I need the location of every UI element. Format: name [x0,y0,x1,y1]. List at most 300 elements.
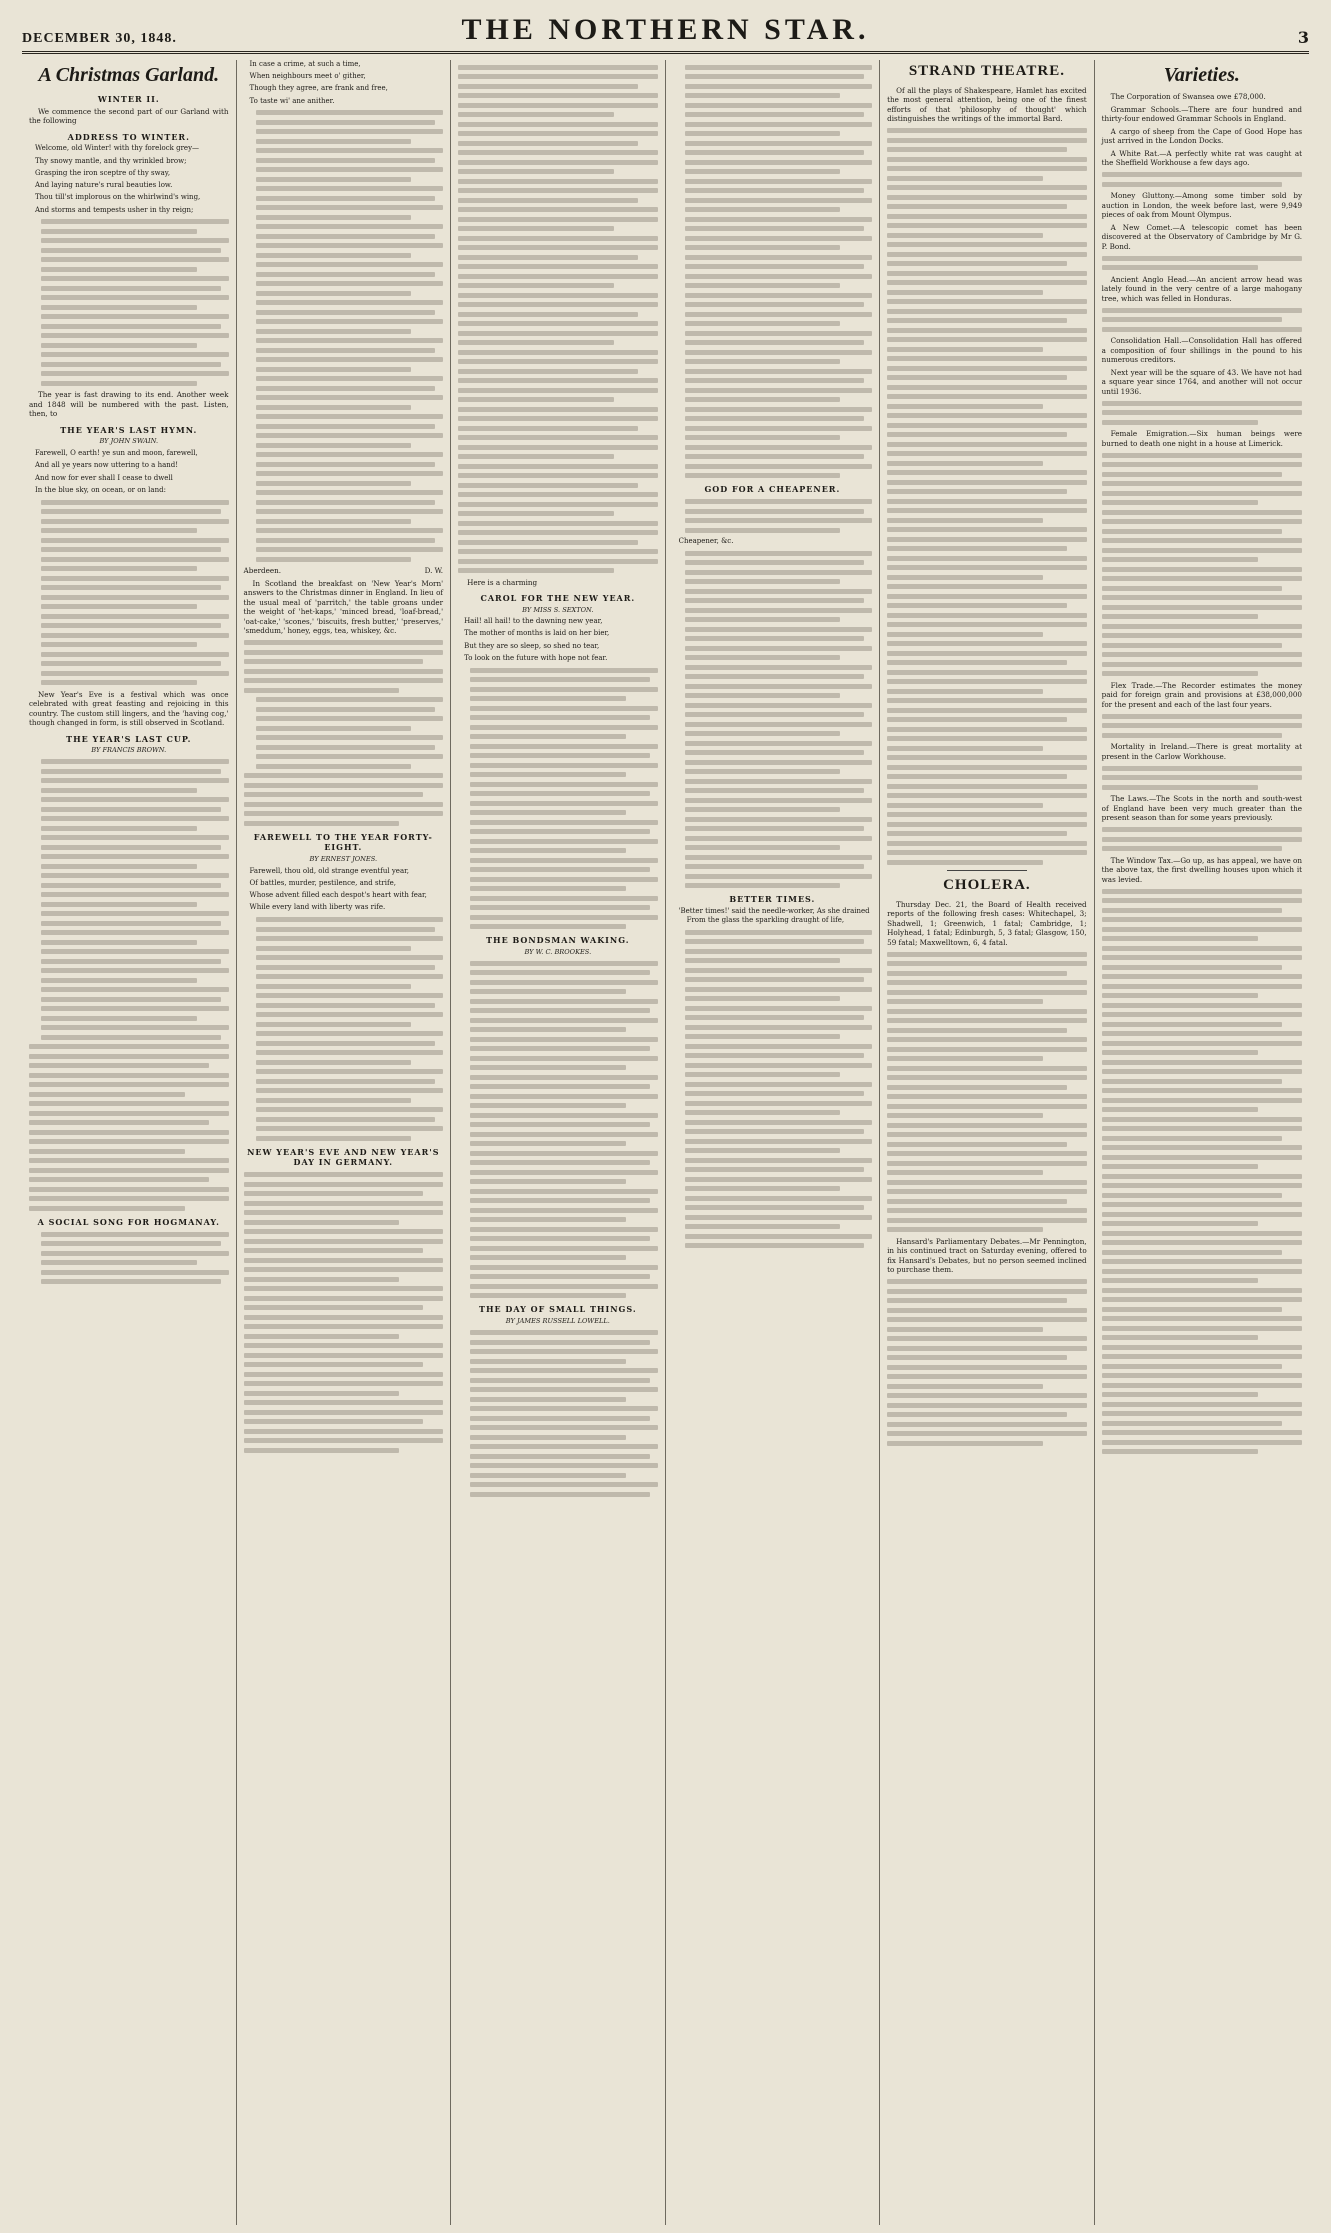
text-line [41,585,221,590]
text-line [685,1167,865,1172]
text-line [1102,1022,1282,1027]
text-line [685,1063,873,1068]
text-line [1102,946,1302,951]
variety-item: A White Rat.—A perfectly white rat was caught at the Sheffield Workhouse a few days ago. [1101,148,1303,168]
text-line [887,489,1067,494]
text-line [887,698,1087,703]
text-line [256,490,444,495]
text-line [41,671,229,676]
text-line [470,1435,626,1440]
text-line [887,527,1087,532]
text-line [887,641,1087,646]
text-line [685,169,841,174]
poem-title-hogmanay: A SOCIAL SONG FOR HOGMANAY. [37,1216,220,1227]
text-line [685,84,873,89]
text-line [458,549,658,554]
text-line [685,684,873,689]
text-line [244,1220,400,1225]
text-line [685,283,841,288]
text-line [256,1088,444,1093]
variety-item: Next year will be the square of 43. We have not had a square year since 1764, and another will not occur until 1936. [1101,367,1303,396]
text-line [1102,1278,1258,1283]
text-line [41,1260,197,1265]
text-line [1102,1288,1302,1293]
text-line [41,238,229,243]
text-line [685,579,841,584]
text-line [887,1018,1087,1023]
text-line [1102,1231,1302,1236]
text-line [470,1236,650,1241]
text-line [244,1201,444,1206]
text-line [470,1084,650,1089]
poem-line: Welcome, old Winter! with thy forelock grey— [35,144,200,153]
text-line [685,198,873,203]
text-line [41,1251,229,1256]
text-line [470,687,658,692]
text-line [41,759,229,764]
text-line [458,302,658,307]
text-line [470,1387,658,1392]
text-line [470,1217,626,1222]
text-line [256,547,444,552]
text-line [887,841,1087,846]
text-line [887,1189,1087,1194]
text-line [470,1293,626,1298]
article-title-germany: NEW YEAR'S EVE AND NEW YEAR'S DAY IN GERMANY. [247,1146,440,1168]
text-line [887,670,1087,675]
text-line [244,773,444,778]
text-line [41,276,229,281]
text-line [685,388,873,393]
text-line [685,1110,841,1115]
text-line [887,1218,1087,1223]
text-line [470,1122,650,1127]
poem-title-cheapener: GOD FOR A CHEAPENER. [704,484,841,494]
text-line [685,1234,873,1239]
text-line [887,214,1087,219]
text-line [1102,643,1282,648]
text-line [41,219,229,224]
text-line [1102,917,1302,922]
text-line [887,480,1087,485]
text-line [458,502,658,507]
text-line [1102,827,1302,832]
text-line [1102,927,1302,932]
text-line [458,559,658,564]
text-line [41,257,229,262]
text-line [41,519,229,524]
text-line [470,839,658,844]
text-line [685,207,841,212]
text-line [887,1113,1043,1118]
text-line [887,860,1043,865]
text-line [470,1246,658,1251]
text-line [685,788,865,793]
text-line [887,660,1067,665]
poem-line: Grasping the iron sceptre of thy sway, [35,168,171,177]
text-line [256,1031,444,1036]
text-line [244,678,444,683]
text-line [41,371,229,376]
text-line [887,603,1067,608]
text-line [256,443,412,448]
text-line [1102,1088,1302,1093]
text-line [685,1006,873,1011]
text-line [244,1419,424,1424]
text-line [458,217,658,222]
text-line [470,961,658,966]
text-line [1102,614,1258,619]
text-line [685,1186,841,1191]
poem-title-small-things: THE DAY OF SMALL THINGS. [479,1304,637,1315]
charming-intro: Here is a charming [467,577,538,587]
text-line [887,518,1043,523]
text-line [41,788,197,793]
strand-text: Of all the plays of Shakespeare, Hamlet has excited the most general attention, being one of the finest efforts of that 'philosophy of thought' which distinguishes the writings of the immortal Bard. [887,85,1087,124]
text-line [887,404,1043,409]
text-line [256,462,436,467]
text-line [887,1374,1087,1379]
text-line [685,160,873,165]
text-line [244,1372,444,1377]
text-line [458,530,658,535]
text-line [458,188,658,193]
text-line [685,646,873,651]
text-line [470,1075,658,1080]
text-line [685,245,841,250]
text-line [887,1180,1087,1185]
text-line [458,112,614,117]
intro-label: WINTER II. [97,94,160,105]
text-line [1102,1060,1302,1065]
text-line [685,874,873,879]
text-line [887,470,1087,475]
text-line [41,854,229,859]
text-line [685,359,841,364]
text-line [887,461,1043,466]
text-line [685,731,841,736]
variety-item: A New Comet.—A telescopic comet has been discovered at the Observatory of Cambridge by Mr G. P. Bond. [1101,222,1303,251]
text-line [470,706,658,711]
text-line [887,280,1087,285]
text-line [887,499,1087,504]
text-line [458,350,658,355]
text-line [887,423,1087,428]
text-line [1102,519,1302,524]
text-line [887,594,1087,599]
text-line [1102,974,1302,979]
text-line [1102,1041,1302,1046]
text-line [29,1054,229,1059]
text-line [244,1324,444,1329]
poem-line: The mother of months is laid on her bier, [464,629,610,638]
text-line [470,1463,658,1468]
text-line [244,640,444,645]
text-line [685,426,873,431]
text-line [1102,420,1258,425]
text-line [887,242,1087,247]
text-line [244,1334,400,1339]
text-line [256,243,444,248]
text-line [458,416,658,421]
text-line [1102,557,1258,562]
text-line [256,215,412,220]
text-line [1102,1145,1302,1150]
text-line [887,1085,1067,1090]
text-line [685,518,873,523]
text-line [887,1075,1087,1080]
text-line [1102,1079,1282,1084]
text-line [458,169,614,174]
text-line [458,65,658,70]
text-line [1102,1155,1302,1160]
text-line [458,445,658,450]
poem-line: And now for ever shall I cease to dwell [35,473,173,482]
text-line [256,557,412,562]
text-line [1102,1126,1302,1131]
section-title-strand-theatre: STRAND THEATRE. [908,63,1065,79]
text-line [458,369,638,374]
text-line [685,598,865,603]
column-1 [22,60,237,2225]
text-line [458,483,638,488]
text-line [685,1120,873,1125]
text-line [256,1098,412,1103]
text-line [1102,1050,1258,1055]
text-line [1102,1345,1302,1350]
text-line [887,765,1087,770]
text-line [41,633,229,638]
text-line [41,797,229,802]
text-line [887,1355,1067,1360]
text-line [244,1448,400,1453]
poem-line: Farewell, thou old, old strange eventful year, [249,866,409,875]
text-line [685,255,873,260]
text-line [1102,984,1302,989]
poem-byline: BY W. C. BROOKES. [524,947,592,956]
text-line [470,1397,626,1402]
text-line [1102,662,1302,667]
text-line [685,226,865,231]
text-line [41,248,221,253]
text-line [470,1492,650,1497]
text-line [685,1205,865,1210]
text-line [256,310,436,315]
text-line [458,568,614,573]
text-line [256,936,444,941]
text-line [256,974,444,979]
text-line [256,148,444,153]
text-line [1102,1164,1258,1169]
text-line [685,264,865,269]
text-line [458,245,658,250]
text-line [685,627,873,632]
text-line [256,414,444,419]
text-line [458,122,658,127]
text-line [887,128,1087,133]
refrain: Cheapener, &c. [678,537,734,546]
text-line [685,93,841,98]
text-line [41,911,229,916]
text-line [41,873,229,878]
variety-item: The Laws.—The Scots in the north and south-west of England have been very much greater than the present season than for some years previously. [1101,794,1303,823]
text-line [1102,327,1302,332]
text-line [685,1196,873,1201]
scotland-text: In Scotland the breakfast on 'New Year's Morn' answers to the Christmas dinner in England. In lieu of the usual meal of 'parritch,' the table groans under the weight of 'het-kaps,' 'minced bread, 'loaf-bread,' 'oat-cake,' 'scones,' 'biscuits, fresh butter,' 'preserves,' 'smeddum,' honey, eggs, tea, whiskey, &c. [243,578,444,636]
text-line [41,604,197,609]
text-line [256,735,444,740]
text-line [685,1243,865,1248]
text-line [887,1403,1087,1408]
text-line [256,927,436,932]
text-line [685,1044,873,1049]
text-line [685,312,873,317]
text-line [685,608,873,613]
text-line [887,774,1067,779]
variety-item: Grammar Schools.—There are four hundred and thirty-four endowed Grammar Schools in England. [1101,104,1303,124]
text-line [887,546,1067,551]
variety-item: Female Emigration.—Six human beings were burned to death one night in a house at Limerick. [1101,429,1303,448]
poem-line: In the blue sky, on ocean, or on land: [35,485,166,494]
text-line [470,848,626,853]
text-line [685,112,865,117]
text-line [887,1199,1067,1204]
text-line [256,1126,444,1131]
text-line [1102,1212,1302,1217]
text-line [470,1416,650,1421]
text-line [41,835,229,840]
text-line [685,293,873,298]
text-line [1102,846,1282,851]
text-line [458,435,658,440]
text-line [256,234,436,239]
text-line [458,160,658,165]
text-line [1102,1250,1282,1255]
text-line [256,281,444,286]
text-line [244,792,424,797]
text-line [1102,766,1302,771]
text-line [458,426,638,431]
text-line [1102,1316,1302,1321]
text-line [256,726,412,731]
text-line [685,560,865,565]
text-line [887,271,1087,276]
text-line [685,570,873,575]
text-line [41,1035,221,1040]
text-line [685,499,873,504]
text-line [1102,1307,1282,1312]
better-times-quote: 'Better times!' said the needle-worker, As she drained From the glass the sparkling draught of life, [678,906,870,925]
text-line [887,746,1043,751]
text-line [1102,965,1282,970]
text-line [685,712,865,717]
text-line [1102,1411,1302,1416]
text-line [887,736,1087,741]
text-line [470,1454,650,1459]
variety-item: The Window Tax.—Go up, as has appeal, we have on the above tax, the first dwelling houses upon which it was levied. [1101,855,1303,884]
text-line [458,397,614,402]
text-line [256,1012,444,1017]
text-line [41,538,229,543]
text-line [685,836,873,841]
text-line [256,177,412,182]
text-line [29,1187,229,1192]
poem-title-address-to-winter: ADDRESS TO WINTER. [67,131,190,142]
text-line [458,331,658,336]
text-line [458,340,614,345]
text-line [685,1091,865,1096]
poem-line: In case a crime, at such a time, [249,60,361,68]
text-line [458,321,658,326]
text-line [458,312,638,317]
text-line [685,760,873,765]
text-line [29,1206,185,1211]
text-line [470,896,658,901]
text-line [244,1286,444,1291]
text-line [41,652,229,657]
text-line [887,1170,1043,1175]
text-line [41,623,221,628]
text-line [256,1060,412,1065]
text-line [685,987,873,992]
column-6 [1095,60,1309,2225]
text-line [256,120,436,125]
text-line [41,661,221,666]
poem-line: And storms and tempests usher in thy reign; [35,205,194,214]
text-line [685,103,873,108]
text-line [1102,1440,1302,1445]
columns [22,60,1309,2225]
text-line [887,508,1087,513]
text-line [41,864,197,869]
poem-line: Thy snowy mantle, and thy wrinkled brow; [35,156,187,165]
text-line [256,405,412,410]
text-line [887,1047,1087,1052]
text-line [470,1046,650,1051]
text-line [41,959,221,964]
text-line [685,141,873,146]
text-line [887,413,1087,418]
text-line [685,331,873,336]
variety-item: A cargo of sheep from the Cape of Good Hope has just arrived in the London Docks. [1101,126,1303,146]
text-line [470,1473,626,1478]
text-line [41,968,229,973]
text-line [256,205,444,210]
text-line [685,750,865,755]
text-line [685,74,865,79]
text-line [1102,1373,1302,1378]
text-line [685,977,865,982]
text-line [256,1136,412,1141]
text-line [256,300,444,305]
text-line [244,1239,444,1244]
text-line [256,716,444,721]
text-line [887,822,1087,827]
text-line [887,793,1087,798]
text-line [685,826,865,831]
text-line [685,958,841,963]
text-line [1102,1269,1302,1274]
text-line [244,1210,444,1215]
text-line [887,1132,1087,1137]
text-line [244,688,400,693]
text-line [41,557,229,562]
text-line [1102,462,1302,467]
text-line [887,1289,1087,1294]
text-line [256,1022,412,1027]
text-line [1102,453,1302,458]
intro-text: We commence the second part of our Garland with the following [29,106,229,126]
